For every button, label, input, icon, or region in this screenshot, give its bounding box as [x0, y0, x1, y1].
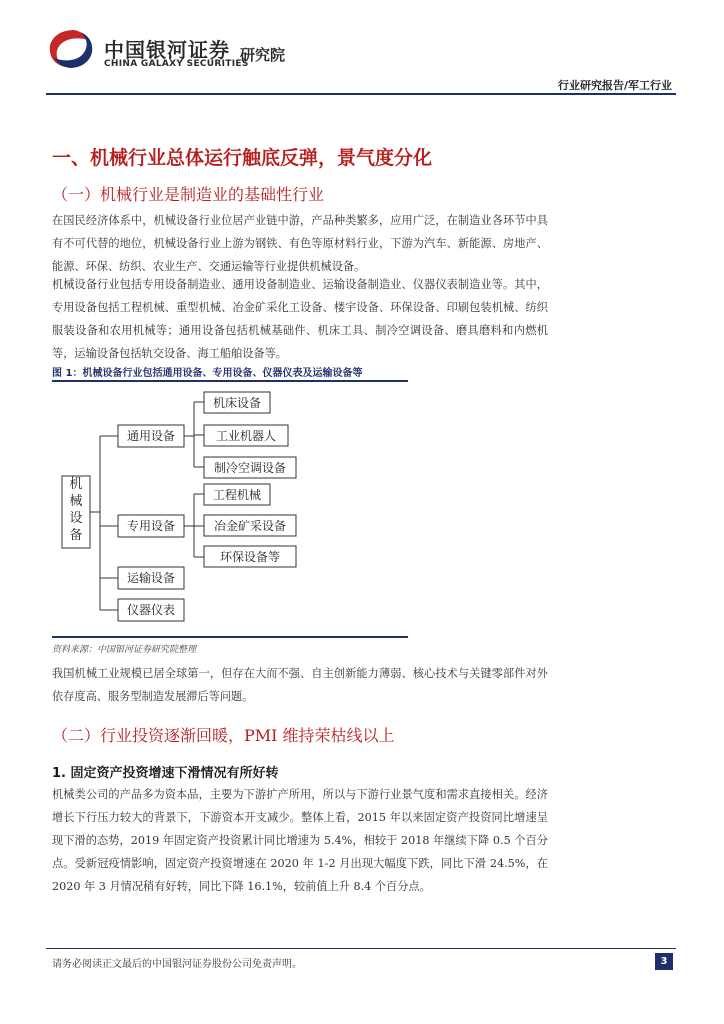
subsection-title-1: （一）机械行业是制造业的基础性行业 [52, 185, 325, 204]
paragraph-4: 机械类公司的产品多为资本品，主要为下游扩产所用，所以与下游行业景气度和需求直接相关。经济增长下行压力较大的背景下，下游资本开支减少。整体上看，2015 年以来固定资产投资同比增速呈现下滑的态势，2019 年固定资产投资累计同比增速为 5.4%，相较于 2018 年继续下降 0.5 个百分点。受新冠疫情影响，固定资产投资增速在 2020 年 1-2 月出现大幅度下跌，同比下滑 24.5%，在 2020 年 3 月情况稍有好转，同比下降 16.1%，较前值上升 8.4 个百分点。 [52, 788, 548, 893]
brand-name-cn: 中国银河证券 [104, 38, 230, 62]
footer-disclaimer: 请务必阅读正文最后的中国银河证券股份公司免责声明。 [52, 959, 302, 970]
branch-general-label: 通用设备 [126, 429, 176, 443]
paragraph-3: 我国机械工业规模已居全球第一，但存在大而不强、自主创新能力薄弱、核心技术与关键零部件对外依存度高、服务型制造发展滞后等问题。 [52, 667, 548, 703]
root-label-1: 机 [69, 477, 83, 492]
paragraph-2: 机械设备行业包括专用设备制造业、通用设备制造业、运输设备制造业、仪器仪表制造业等。其中，专用设备包括工程机械、重型机械、冶金矿采化工设备、楼宇设备、环保设备、印刷包装机械、纺织服装设备和农用机械等；通用设备包括机械基础件、机床工具、制冷空调设备、磨具磨料和内燃机等，运输设备包括轨交设备、海工船舶设备等。 [52, 278, 548, 360]
branch-instrument-label: 仪器仪表 [126, 603, 176, 617]
galaxy-logo-icon [44, 26, 98, 72]
leaf-robot-label: 工业机器人 [215, 429, 277, 443]
institute-label: 研究院 [240, 46, 286, 64]
leaf-construction-label: 工程机械 [212, 488, 262, 502]
leaf-metallurgy-label: 冶金矿采设备 [213, 519, 287, 533]
figure-bottom-rule [52, 636, 408, 638]
leaf-hvac-label: 制冷空调设备 [213, 461, 287, 475]
root-label-4: 备 [69, 528, 83, 543]
footer-divider [46, 948, 676, 949]
root-label-3: 设 [69, 511, 83, 526]
page-number: 3 [655, 953, 673, 970]
figure-title: 图 1：机械设备行业包括通用设备、专用设备、仪器仪表及运输设备等 [52, 368, 363, 379]
industry-tree-diagram [52, 384, 408, 634]
subsection-title-2-1: 1. 固定资产投资增速下滑情况有所好转 [52, 766, 279, 781]
paragraph-1: 在国民经济体系中，机械设备行业位居产业链中游，产品种类繁多，应用广泛，在制造业各环节中具有不可代替的地位，机械设备行业上游为钢铁、有色等原材料行业，下游为汽车、新能源、房地产、能源、环保、纺织、农业生产、交通运输等行业提供机械设备。 [52, 214, 548, 273]
branch-transport-label: 运输设备 [126, 571, 176, 585]
brand-name-en: CHINA GALAXY SECURITIES [104, 59, 249, 69]
root-label-2: 械 [69, 494, 83, 509]
figure-source: 资料来源：中国银河证券研究院整理 [52, 645, 197, 655]
report-type: 行业研究报告/军工行业 [557, 79, 672, 92]
branch-special-label: 专用设备 [126, 519, 176, 533]
leaf-machine-tool-label: 机床设备 [212, 396, 262, 410]
section-title: 一、机械行业总体运行触底反弹，景气度分化 [52, 147, 433, 169]
header-divider [46, 93, 676, 95]
subsection-title-2: （二）行业投资逐渐回暖，PMI 维持荣枯线以上 [52, 726, 395, 745]
leaf-env-label: 环保设备等 [219, 550, 281, 564]
figure-top-rule [52, 380, 408, 382]
